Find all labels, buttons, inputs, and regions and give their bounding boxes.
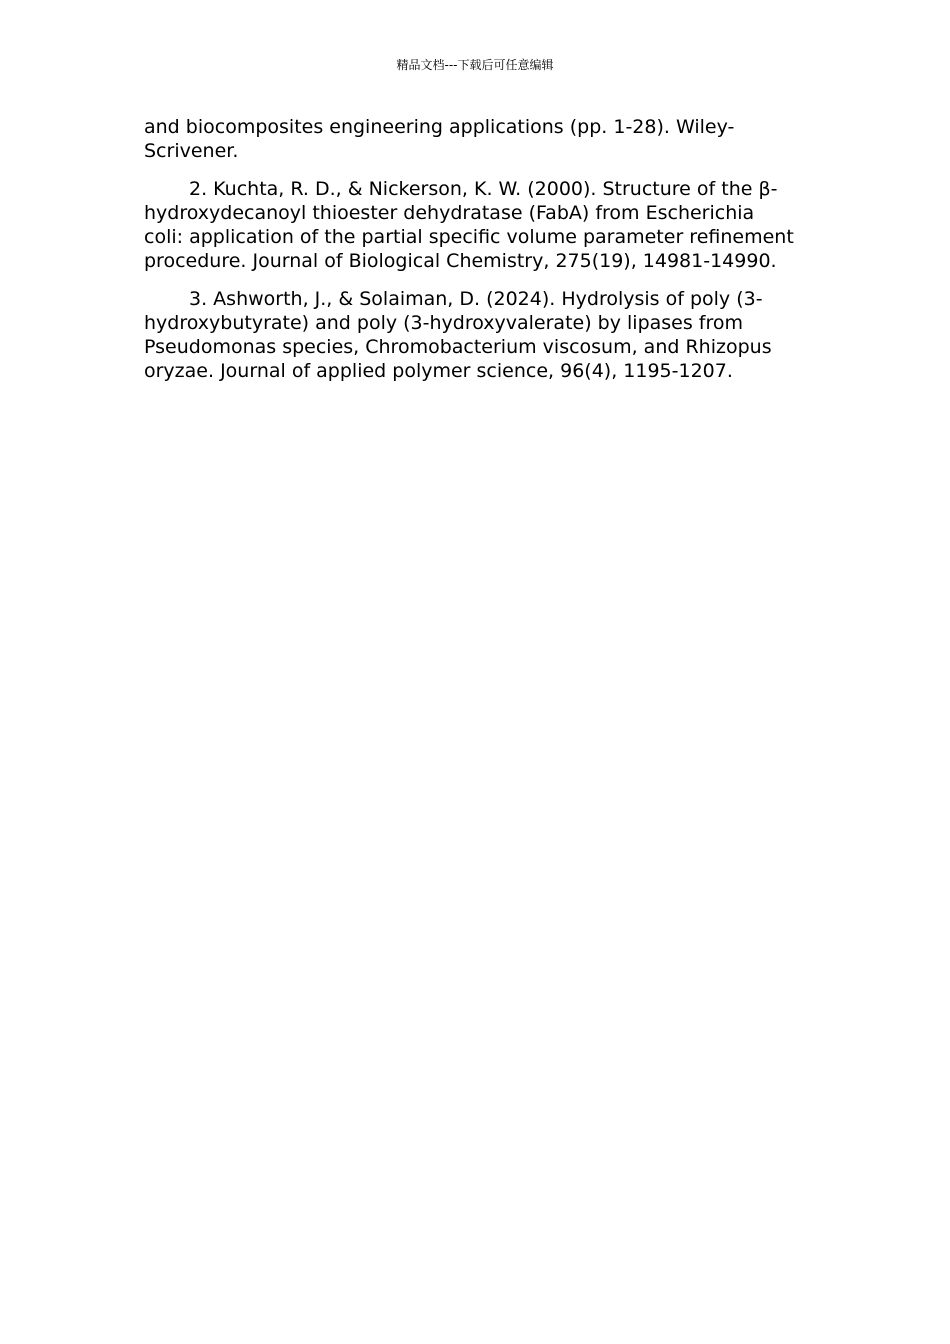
- reference-item-continued: and biocomposites engineering applications (pp. 1-28). Wiley-Scrivener.: [144, 116, 735, 162]
- reference-item-2: 2. Kuchta, R. D., & Nickerson, K. W. (2000). Structure of the β-hydroxydecanoyl thioester dehydratase (FabA) from Escherichia coli: application of the partial specific volume parameter refinement procedure. Journal of Biological Chemistry, 275(19), 14981-14990.: [144, 178, 794, 272]
- reference-item-3: 3. Ashworth, J., & Solaiman, D. (2024). Hydrolysis of poly (3-hydroxybutyrate) and poly (3-hydroxyvalerate) by lipases from Pseudomonas species, Chromobacterium viscosum, and Rhizopus oryzae. Journal of applied polymer science, 96(4), 1195-1207.: [144, 288, 772, 382]
- reference-list: [144, 115, 796, 397]
- page-header: 精品文档---下载后可任意编辑: [396, 58, 554, 72]
